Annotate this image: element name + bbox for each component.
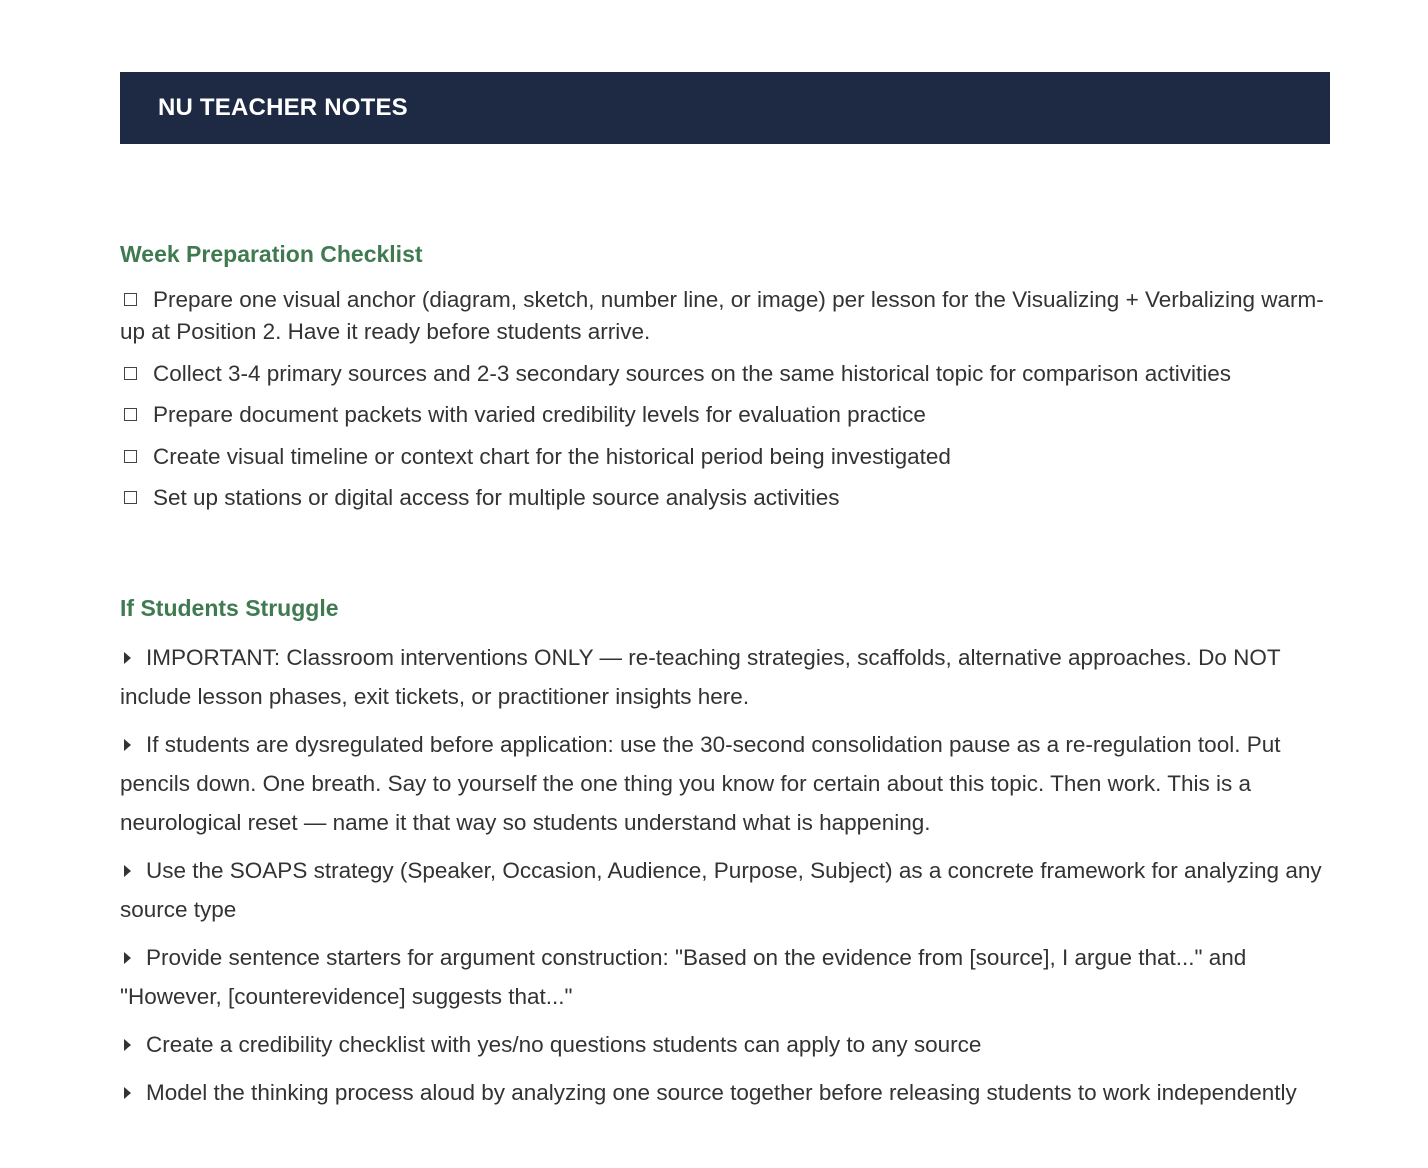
checklist-heading: Week Preparation Checklist [120, 241, 423, 267]
struggle-item-text: Use the SOAPS strategy (Speaker, Occasion, Audience, Purpose, Subject) as a concrete framework for analyzing any source type [120, 858, 1322, 922]
struggle-item [120, 638, 1335, 716]
week-preparation-checklist-section [120, 238, 1335, 524]
checklist-item [120, 399, 1335, 431]
checklist-item [120, 358, 1335, 390]
checklist-item-text: Set up stations or digital access for multiple source analysis activities [153, 485, 840, 510]
triangle-right-icon [124, 865, 131, 877]
triangle-right-icon [124, 652, 131, 664]
checkbox-icon [124, 293, 137, 306]
struggle-list [120, 638, 1335, 1112]
struggle-item [120, 938, 1335, 1016]
checklist-item [120, 284, 1335, 348]
page-title: NU TEACHER NOTES [158, 94, 408, 121]
if-students-struggle-section [120, 592, 1335, 1121]
checklist-item-text: Collect 3-4 primary sources and 2-3 secondary sources on the same historical topic for comparison activities [153, 360, 1231, 386]
struggle-item [120, 1073, 1335, 1112]
struggle-item [120, 851, 1335, 929]
checklist-item-text: Prepare one visual anchor (diagram, sketch, number line, or image) per lesson for the Visualizing + Verbalizing warm-up at Position 2. Have it ready before students arrive. [120, 287, 1324, 344]
struggle-item [120, 1025, 1335, 1064]
checkbox-icon [124, 450, 137, 463]
checkbox-icon [124, 408, 137, 421]
checkbox-icon [124, 491, 137, 504]
struggle-item-text: Provide sentence starters for argument construction: "Based on the evidence from [source], I argue that..." and "However, [counterevidence] suggests that..." [120, 945, 1247, 1009]
struggle-item [120, 725, 1335, 842]
triangle-right-icon [124, 739, 131, 751]
struggle-item-text: Model the thinking process aloud by analyzing one source together before releasing students to work independently [146, 1080, 1297, 1105]
notes-header-bar [120, 72, 1330, 144]
struggle-item-text: If students are dysregulated before application: use the 30-second consolidation pause as a re-regulation tool. Put pencils down. One breath. Say to yourself the one thing you know for certain about this topic. Then work. This is a neurological reset — name it that way so students understand what is happening. [120, 732, 1281, 835]
triangle-right-icon [124, 952, 131, 964]
struggle-item-text: Create a credibility checklist with yes/no questions students can apply to any source [146, 1032, 982, 1057]
checkbox-icon [124, 367, 137, 380]
triangle-right-icon [124, 1087, 131, 1099]
struggle-heading: If Students Struggle [120, 595, 339, 621]
struggle-item-text: IMPORTANT: Classroom interventions ONLY — re-teaching strategies, scaffolds, alternative approaches. Do NOT include lesson phases, exit tickets, or practitioner insights here. [120, 645, 1281, 709]
checklist [120, 284, 1335, 514]
triangle-right-icon [124, 1039, 131, 1051]
checklist-item-text: Prepare document packets with varied credibility levels for evaluation practice [153, 402, 926, 427]
checklist-item-text: Create visual timeline or context chart for the historical period being investigated [153, 443, 951, 469]
checklist-item [120, 441, 1335, 473]
checklist-item [120, 482, 1335, 514]
